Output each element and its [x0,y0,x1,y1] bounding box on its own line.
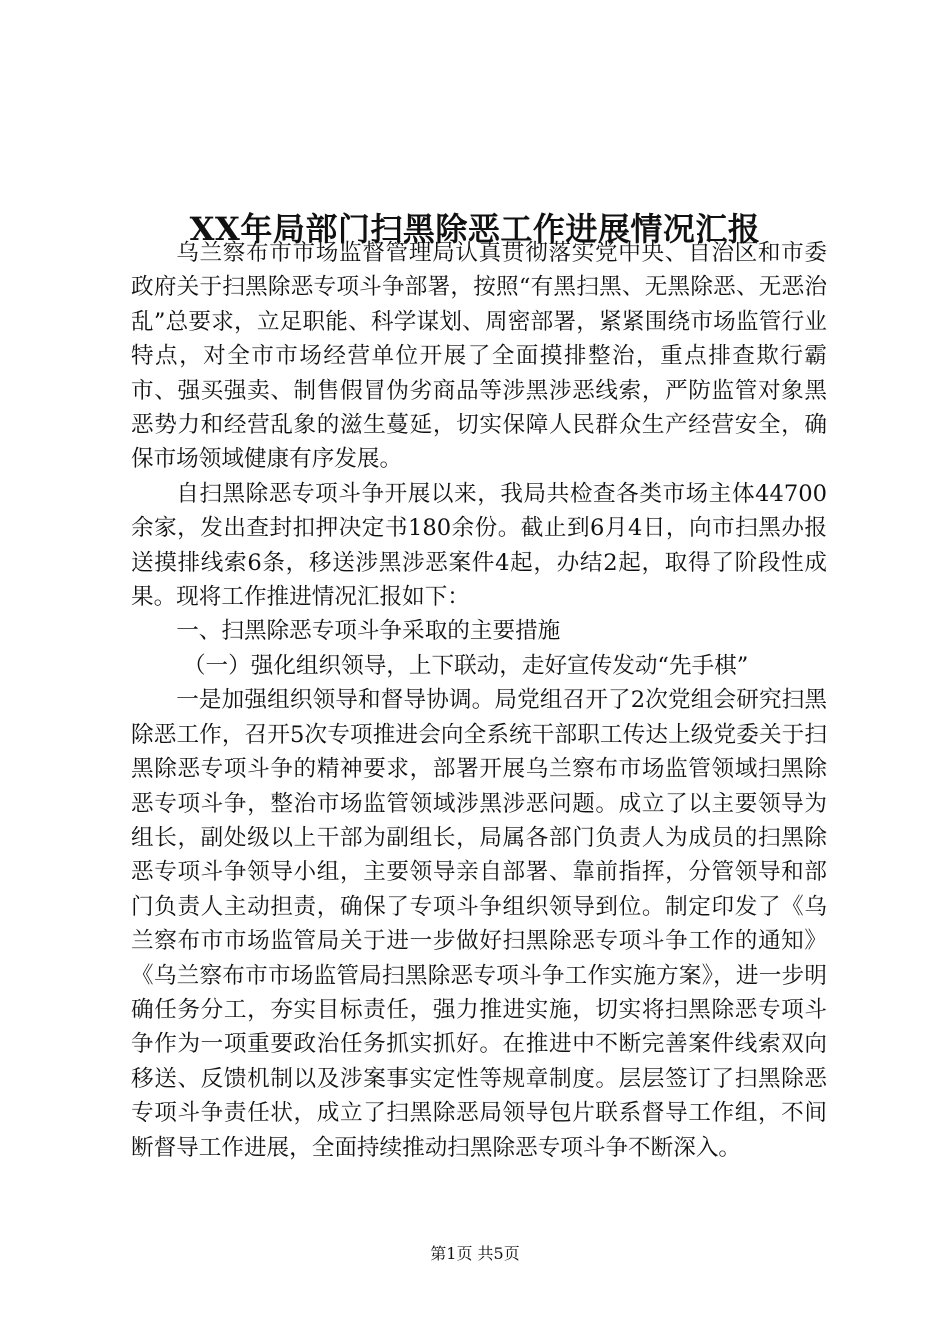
page-footer: 第1页 共5页 [430,1244,520,1263]
measures-paragraph: 一是加强组织领导和督导协调。局党组召开了2次党组会研究扫黑除恶工作，召开5次专项推进会向全系统干部职工传达上级党委关于扫黑除恶专项斗争的精神要求，部署开展乌兰察布市场监管领域扫黑除恶专项斗争，整治市场监管领域涉黑涉恶问题。成立了以主要领导为组长，副处级以上干部为副组长，局属各部门负责人为成员的扫黑除恶专项斗争领导小组，主要领导亲自部署、靠前指挥，分管领导和部门负责人主动担责，确保了专项斗争组织领导到位。制定印发了《乌兰察布市市场监管局关于进一步做好扫黑除恶专项斗争工作的通知》《乌兰察布市市场监管局扫黑除恶专项斗争工作实施方案》，进一步明确任务分工，夯实目标责任，强力推进实施，切实将扫黑除恶专项斗争作为一项重要政治任务抓实抓好。在推进中不断完善案件线索双向移送、反馈机制以及涉案事实定性等规章制度。层层签订了扫黑除恶专项斗争责任状，成立了扫黑除恶局领导包片联系督导工作组，不间断督导工作进展，全面持续推动扫黑除恶专项斗争不断深入。 [131,687,827,1161]
results-paragraph: 自扫黑除恶专项斗争开展以来，我局共检查各类市场主体44700余家，发出查封扣押决定书180余份。截止到6月4日，向市扫黑办报送摸排线索6条，移送涉黑涉恶案件4起，办结2起，取得了阶段性成果。现将工作推进情况汇报如下： [131,480,827,611]
intro-paragraph: 乌兰察布市市场监督管理局认真贯彻落实党中央、自治区和市委政府关于扫黑除恶专项斗争部署，按照“有黑扫黑、无黑除恶、无恶治乱”总要求，立足职能、科学谋划、周密部署，紧紧围绕市场监管行业特点，对全市市场经营单位开展了全面摸排整治，重点排查欺行霸市、强买强卖、制售假冒伪劣商品等涉黑涉恶线索，严防监管对象黑恶势力和经营乱象的滋生蔓延，切实保障人民群众生产经营安全，确保市场领域健康有序发展。 [131,240,827,473]
section-heading: 一、扫黑除恶专项斗争采取的主要措施 [176,618,561,645]
document-title: XX年局部门扫黑除恶工作进展情况汇报 [189,210,761,249]
subsection-heading: （一）强化组织领导，上下联动，走好宣传发动“先手棋” [182,652,749,679]
document-body [131,236,827,1165]
